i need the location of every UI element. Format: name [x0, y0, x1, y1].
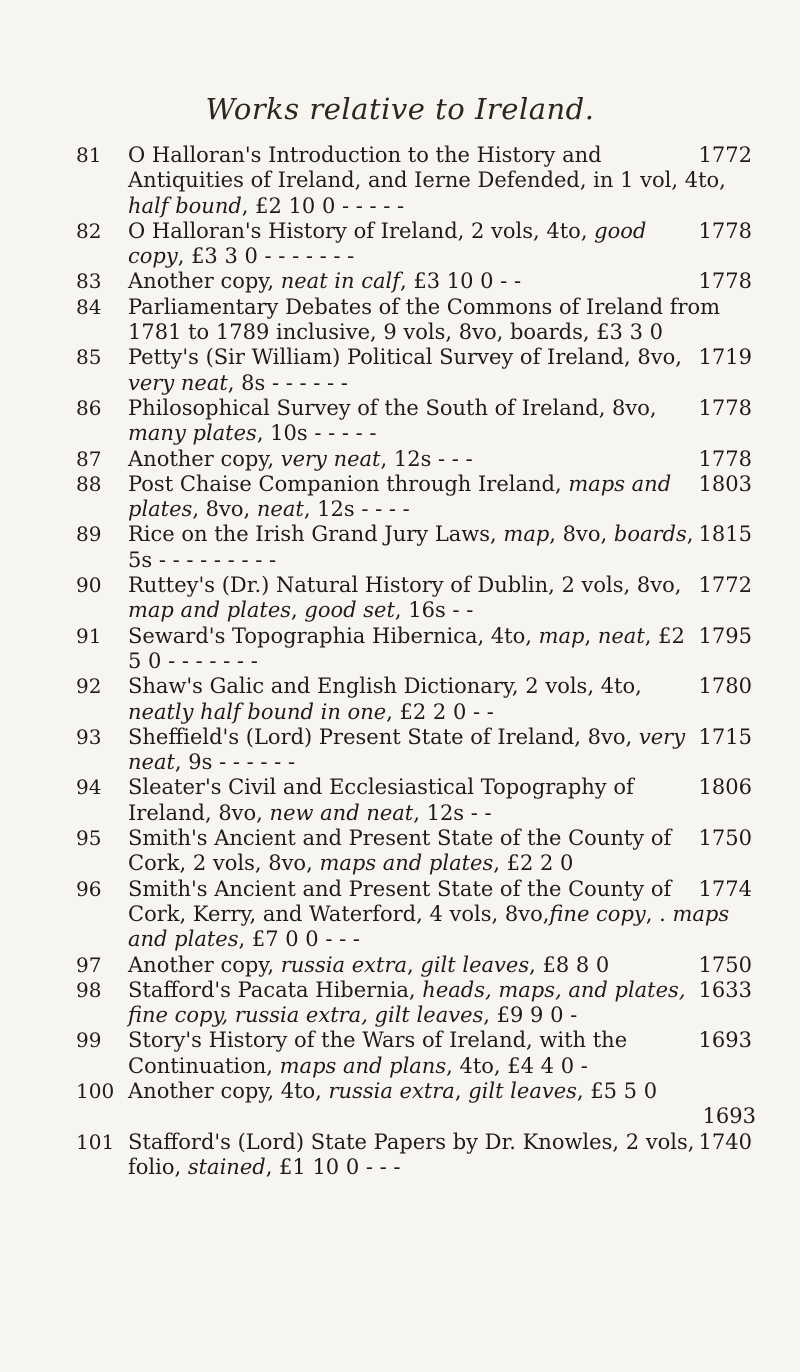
entry-year: 1750 [698, 952, 752, 977]
entry-description [128, 725, 756, 776]
entry-text: , £2 5 0 - - - - - - - [128, 623, 685, 673]
entry-description [128, 953, 756, 978]
entry-text: Ruttey's (Dr.) Natural History of Dublin, 2 vols, 8vo, [128, 573, 682, 598]
catalog-entry [76, 447, 756, 472]
entry-text: Parliamentary Debates of the Commons of Ireland from 1781 to 1789 inclusive, 9 vols, 8vo, boards, £3 3 0 [128, 294, 721, 345]
entry-year: 1795 [698, 623, 752, 648]
entry-italic-text: new and neat [269, 800, 414, 825]
entry-italic-text: neat [256, 497, 304, 522]
entry-description [128, 624, 756, 675]
entry-year: 1772 [698, 573, 752, 598]
catalog-entry [76, 472, 756, 523]
entry-number: 88 [76, 471, 102, 496]
catalog-entry [76, 775, 756, 826]
entry-number: 85 [76, 345, 102, 370]
entry-year: 1693 [702, 1104, 756, 1129]
entry-number: 89 [76, 522, 102, 547]
entry-text: , £2 10 0 - - - - - [241, 193, 405, 218]
entry-text: Smith's Ancient and Present State of the County of Cork, 2 vols, 8vo, [128, 826, 672, 876]
entry-number: 87 [76, 446, 102, 471]
entry-year: 1633 [698, 977, 752, 1002]
entry-text: , 8vo, [192, 497, 257, 522]
entry-description [128, 1028, 756, 1079]
entry-text: Shaw's Galic and English Dictionary, 2 vols, 4to, [128, 674, 642, 699]
entry-italic-text: russia extra [328, 1078, 455, 1103]
entry-text: , £2 2 0 [493, 851, 574, 876]
entry-text: , 16s - - [394, 598, 474, 623]
entry-italic-text: very neat [280, 446, 381, 471]
entry-italic-text: boards [613, 522, 687, 547]
entry-italic-text: map and plates [128, 598, 292, 623]
entry-text: , 8vo, [549, 522, 614, 547]
entry-year: 1693 [698, 1028, 752, 1053]
entry-italic-text: neat [597, 623, 645, 648]
entry-description [128, 295, 756, 346]
entry-text: , £3 10 0 - - [400, 269, 522, 294]
entry-italic-text: good set [304, 598, 395, 623]
entry-italic-text: gilt leaves [420, 952, 530, 977]
entry-italic-text: fine copy [549, 901, 646, 926]
entry-year: 1778 [698, 269, 752, 294]
entry-number: 101 [76, 1129, 115, 1154]
entry-italic-text: maps and plates [128, 471, 672, 522]
entry-text: Post Chaise Companion through Ireland, [128, 471, 569, 496]
entry-description [128, 219, 756, 270]
catalog-entry [76, 522, 756, 573]
catalog-entry [76, 219, 756, 270]
entry-text: O Halloran's Introduction to the History and Antiquities of Ireland, and Ierne Defended, in 1 vol, 4to, [128, 143, 726, 193]
entry-italic-text: neatly half bound in one [128, 699, 387, 724]
entry-text: Rice on the Irish Grand Jury Laws, [128, 522, 504, 547]
entry-text: , [454, 1078, 469, 1103]
entry-year: 1815 [698, 522, 752, 547]
entry-year: 1772 [698, 143, 752, 167]
entry-description [128, 472, 756, 523]
entry-italic-text: map [503, 522, 550, 547]
catalog-entry [76, 269, 756, 294]
entry-description [128, 396, 756, 447]
entry-number: 99 [76, 1028, 102, 1053]
catalog-entry [76, 826, 756, 877]
catalog-entry [76, 953, 756, 978]
entry-description [128, 447, 756, 472]
catalog-entry [76, 1028, 756, 1079]
entry-year: 1740 [698, 1129, 752, 1154]
entry-description [128, 877, 756, 953]
entry-italic-text: gilt leaves [468, 1078, 577, 1103]
catalog-entry [76, 295, 756, 346]
entry-description [128, 522, 756, 573]
entry-text: Sleater's Civil and Ecclesiastical Topography of Ireland, 8vo, [128, 775, 634, 825]
entry-text: , 5s - - - - - - - - - [128, 522, 694, 572]
entry-italic-text: good copy [128, 218, 647, 269]
entry-year: 1774 [698, 876, 752, 901]
entry-italic-text: neat in calf [280, 269, 400, 294]
entry-number: 97 [76, 952, 102, 977]
entry-text: , [407, 952, 421, 977]
entry-text: Sheffield's (Lord) Present State of Ireland, 8vo, [128, 724, 639, 749]
catalog-entry [76, 1130, 756, 1181]
entry-description [128, 269, 756, 294]
entry-italic-text: heads, maps, and plates, fine copy, russia extra, gilt leaves [128, 977, 686, 1028]
catalog-entry [76, 1079, 756, 1130]
catalog-entry [76, 674, 756, 725]
catalog-entry [76, 877, 756, 953]
entry-number: 94 [76, 775, 102, 800]
entry-number: 91 [76, 623, 102, 648]
entry-number: 100 [76, 1078, 115, 1103]
catalog-entry [76, 573, 756, 624]
entry-text: Another copy, [128, 952, 281, 977]
entry-text: , 12s - - - - [303, 497, 410, 522]
entry-italic-text: very neat [128, 724, 686, 775]
entry-text: , £8 8 0 [529, 952, 610, 977]
entry-italic-text: maps and plans [279, 1053, 447, 1078]
entry-text: Another copy, [128, 446, 281, 471]
entry-text: , £3 3 0 - - - - - - - [177, 244, 355, 269]
entry-italic-text: many plates [128, 421, 257, 446]
entry-text: , 12s - - [413, 800, 492, 825]
entry-italic-text: maps and plates [319, 851, 494, 876]
entry-description [128, 826, 756, 877]
entry-text: , 10s - - - - - [256, 421, 377, 446]
entry-text: Stafford's (Lord) State Papers by Dr. Knowles, 2 vols, folio, [128, 1129, 695, 1179]
entry-number: 95 [76, 826, 102, 851]
entry-text: Philosophical Survey of the South of Ireland, 8vo, [128, 395, 657, 420]
catalog-entry [76, 624, 756, 675]
catalog-list [76, 143, 756, 1180]
entry-text: O Halloran's History of Ireland, 2 vols, 4to, [128, 218, 595, 243]
entry-description [128, 345, 756, 396]
entry-description [128, 573, 756, 624]
entry-number: 82 [76, 218, 102, 243]
entry-number: 98 [76, 977, 102, 1002]
entry-year: 1715 [698, 724, 752, 749]
entry-number: 93 [76, 724, 102, 749]
entry-number: 84 [76, 294, 102, 319]
page-title: Works relative to Ireland. [205, 92, 595, 126]
entry-description [128, 1079, 756, 1104]
entry-description [128, 674, 756, 725]
entry-text: , £1 10 0 - - - [265, 1154, 401, 1179]
entry-italic-text: very neat [128, 370, 228, 395]
entry-text: , . [645, 901, 673, 926]
entry-italic-text: map [538, 623, 585, 648]
entry-number: 81 [76, 143, 102, 167]
catalog-entry [76, 978, 756, 1029]
entry-text: Another copy, [128, 269, 281, 294]
catalog-entry [76, 725, 756, 776]
entry-text: , 12s - - - [380, 446, 473, 471]
entry-italic-text: maps and plates [128, 901, 730, 952]
entry-number: 86 [76, 395, 102, 420]
entry-italic-text: russia extra [280, 952, 408, 977]
entry-text: Another copy, 4to, [128, 1078, 329, 1103]
entry-text: Smith's Ancient and Present State of the County of Cork, Kerry, and Waterford, 4 vols, 8vo, [128, 876, 672, 926]
entry-text: , £7 0 0 - - - [238, 927, 360, 952]
entry-text: , £9 9 0 - [483, 1003, 578, 1028]
entry-year: 1778 [698, 395, 752, 420]
entry-italic-text: half bound [128, 193, 242, 218]
entry-text: Stafford's Pacata Hibernia, [128, 977, 423, 1002]
entry-text: , £2 2 0 - - [386, 699, 494, 724]
entry-number: 83 [76, 269, 102, 294]
entry-text: , 8s - - - - - - [227, 370, 348, 395]
entry-year: 1780 [698, 674, 752, 699]
entry-text: Seward's Topographia Hibernica, 4to, [128, 623, 539, 648]
entry-number: 92 [76, 674, 102, 699]
entry-number: 90 [76, 573, 102, 598]
entry-text: Petty's (Sir William) Political Survey of Ireland, 8vo, [128, 345, 682, 370]
catalog-entry [76, 143, 756, 219]
entry-italic-text: stained [187, 1154, 266, 1179]
catalog-entry [76, 396, 756, 447]
catalog-entry [76, 345, 756, 396]
entry-year: 1803 [698, 471, 752, 496]
entry-description [128, 1130, 756, 1181]
entry-year: 1719 [698, 345, 752, 370]
entry-description [128, 143, 756, 219]
entry-text: , [291, 598, 305, 623]
entry-text: , £5 5 0 [576, 1078, 658, 1103]
entry-number: 96 [76, 876, 102, 901]
entry-year: 1750 [698, 826, 752, 851]
entry-year: 1778 [698, 218, 752, 243]
entry-description [128, 978, 756, 1029]
entry-text: , 4to, £4 4 0 - [446, 1053, 588, 1078]
entry-description [128, 775, 756, 826]
entry-year: 1806 [698, 775, 752, 800]
entry-text: Story's History of the Wars of Ireland, with the Continuation, [128, 1028, 628, 1078]
entry-text: , [584, 623, 598, 648]
entry-text: , 9s - - - - - - [174, 750, 296, 775]
entry-year: 1778 [698, 446, 752, 471]
